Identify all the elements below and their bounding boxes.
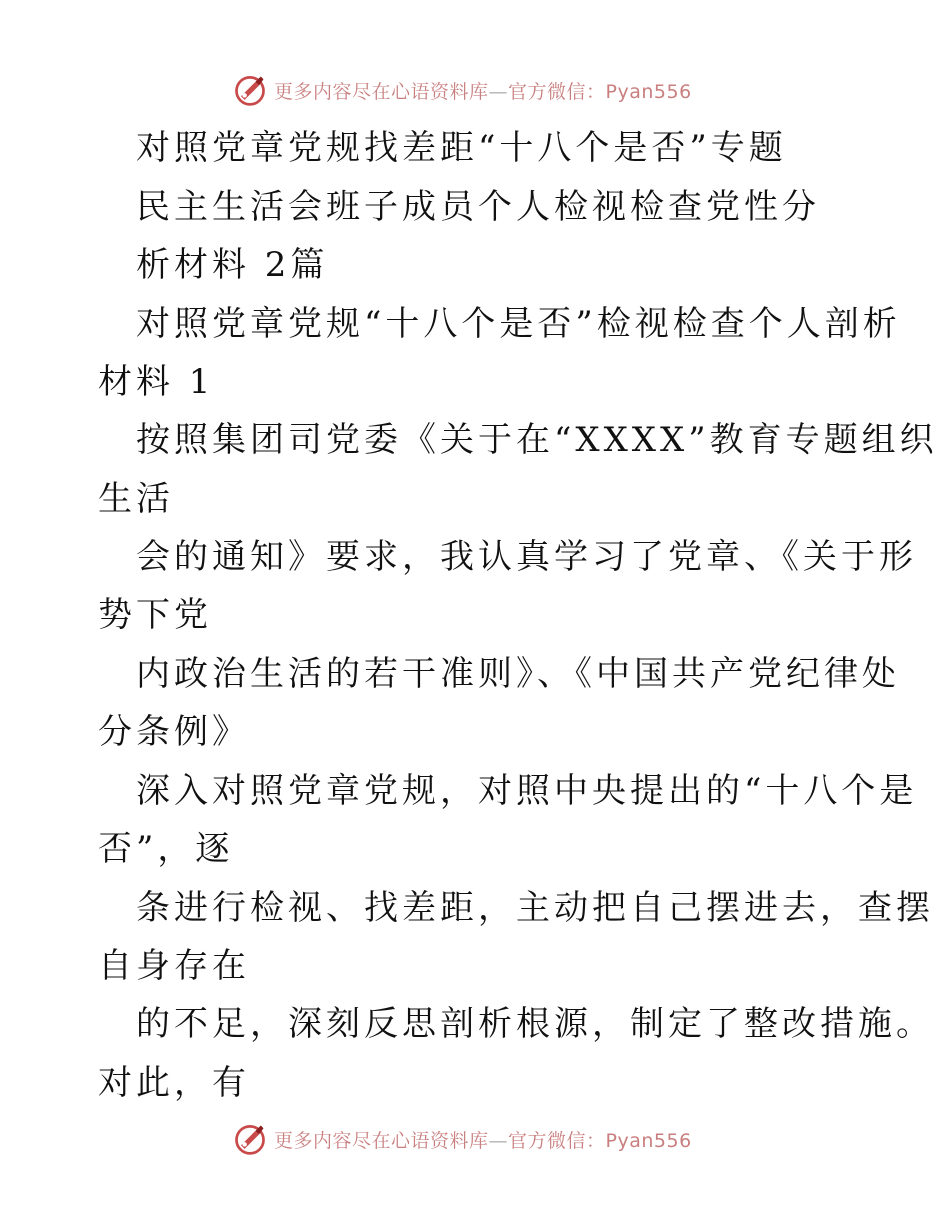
paragraph-line: 分条例》 xyxy=(98,712,250,752)
paragraph-line: 的不足，深刻反思剖析根源，制定了整改措施。 xyxy=(136,1004,934,1044)
subtitle-line-2: 材料 1 xyxy=(98,362,215,402)
paragraph-line: 会的通知》要求，我认真学习了党章、《关于形 xyxy=(136,537,917,577)
watermark-text: 更多内容尽在心语资料库—官方微信：Pyan556 xyxy=(274,80,692,103)
watermark-footer xyxy=(232,1121,692,1157)
paragraph-line: 深入对照党章党规，对照中央提出的“十八个是 xyxy=(136,771,918,811)
paragraph-line: 自身存在 xyxy=(98,946,250,986)
title-line-3: 析材料 2篇 xyxy=(136,245,329,285)
paragraph-line: 条进行检视、找差距，主动把自己摆进去，查摆 xyxy=(136,888,934,928)
paragraph-line: 按照集团司党委《关于在“XXXX”教育专题组织 xyxy=(136,420,938,460)
paragraph-line: 内政治生活的若干准则》、《中国共产党纪律处 xyxy=(136,654,900,694)
watermark-text: 更多内容尽在心语资料库—官方微信：Pyan556 xyxy=(274,1129,692,1152)
paragraph-line: 生活 xyxy=(98,479,174,519)
pen-logo-icon xyxy=(232,1121,268,1157)
paragraph-line: 势下党 xyxy=(98,595,212,635)
title-line-1: 对照党章党规找差距“十八个是否”专题 xyxy=(136,128,787,168)
paragraph-line: 否”，逐 xyxy=(98,829,234,869)
subtitle-line-1: 对照党章党规“十八个是否”检视检查个人剖析 xyxy=(136,304,901,344)
title-line-2: 民主生活会班子成员个人检视检查党性分 xyxy=(136,187,820,227)
paragraph-line: 对此，有 xyxy=(98,1063,250,1103)
